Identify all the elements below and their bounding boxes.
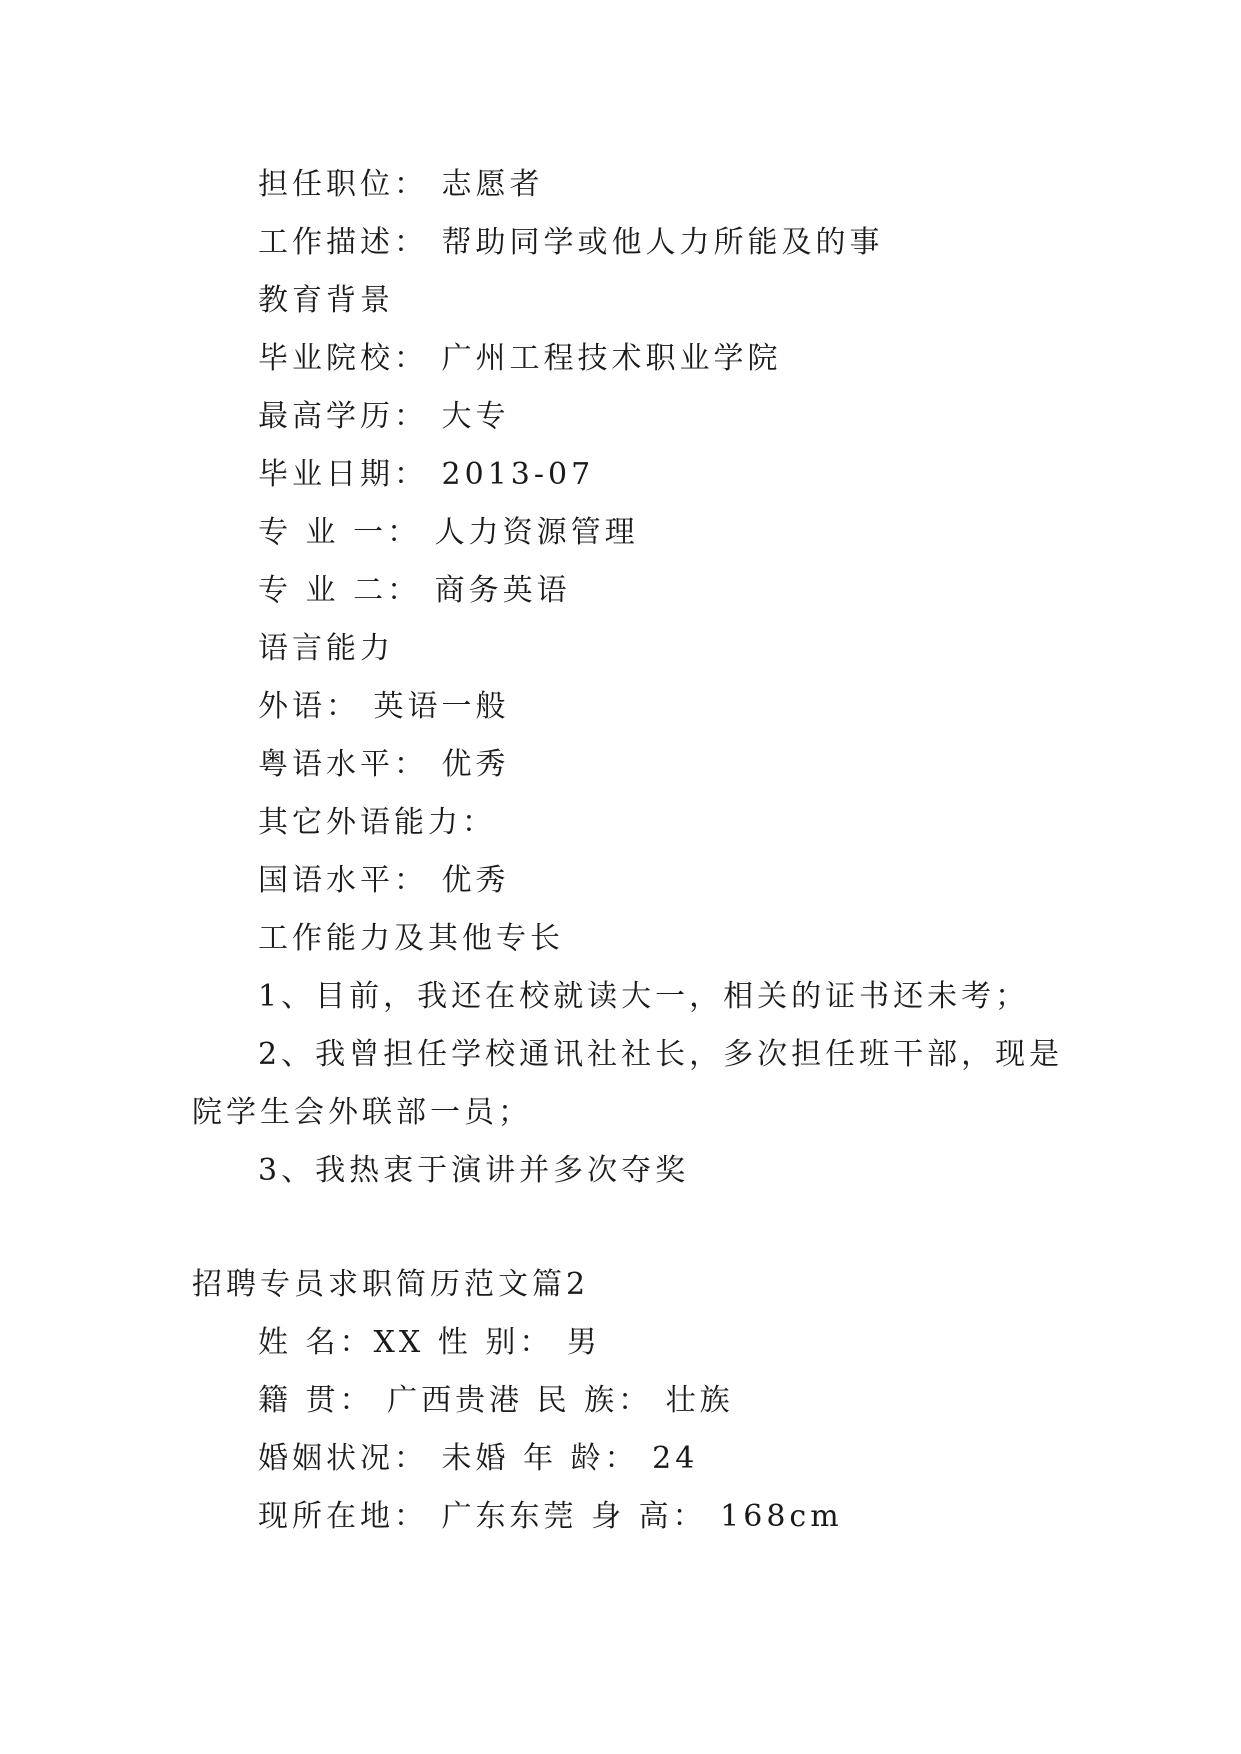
major-one-line: 专 业 一： 人力资源管理 [258,515,639,550]
job-description-line: 工作描述： 帮助同学或他人力所能及的事 [258,225,884,260]
other-language-line: 其它外语能力： [258,805,496,840]
cantonese-line: 粤语水平： 优秀 [258,747,510,782]
graduation-date-line: 毕业日期： 2013-07 [258,457,595,492]
language-heading: 语言能力 [258,631,394,666]
skills-item-2-continued: 院学生会外联部一员； [192,1095,532,1130]
education-heading: 教育背景 [258,283,394,318]
mandarin-line: 国语水平： 优秀 [258,863,510,898]
position-line: 担任职位： 志愿者 [258,167,544,202]
marital-age-line: 婚姻状况： 未婚 年 龄： 24 [258,1441,699,1476]
degree-line: 最高学历： 大专 [258,399,510,434]
major-two-line: 专 业 二： 商务英语 [258,573,571,608]
hometown-ethnicity-line: 籍 贯： 广西贵港 民 族： 壮族 [258,1383,734,1418]
section-title: 招聘专员求职简历范文篇2 [192,1267,590,1302]
name-gender-line: 姓 名：XX 性 别： 男 [258,1325,601,1360]
skills-heading: 工作能力及其他专长 [258,921,564,956]
foreign-language-line: 外语： 英语一般 [258,689,510,724]
skills-item-2: 2、我曾担任学校通讯社社长，多次担任班干部，现是 [258,1037,1064,1072]
school-line: 毕业院校： 广州工程技术职业学院 [258,341,782,376]
skills-item-3: 3、我热衷于演讲并多次夺奖 [258,1153,690,1188]
location-height-line: 现所在地： 广东东莞 身 高： 168cm [258,1499,843,1534]
skills-item-1: 1、目前，我还在校就读大一，相关的证书还未考； [258,979,1030,1014]
